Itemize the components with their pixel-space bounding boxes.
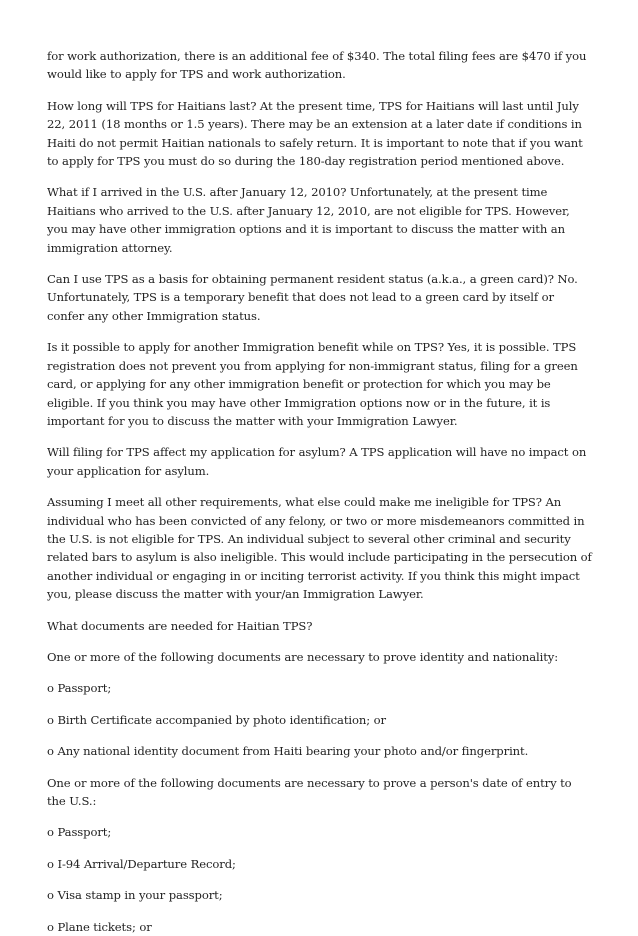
list-item-i94: o I-94 Arrival/Departure Record; (47, 856, 236, 871)
list-item-birth-certificate: o Birth Certificate accompanied by photo identification; or (47, 712, 386, 727)
paragraph-documents-heading: What documents are needed for Haitian TPS? (47, 618, 313, 633)
paragraph-fees: for work authorization, there is an additional fee of $340. The total filing fees are $470 if you would like to apply for TPS and work authorization. (47, 49, 587, 82)
paragraph-identity-docs-intro: One or more of the following documents are necessary to prove identity and nationality: (47, 649, 559, 664)
paragraph-other-benefits: Is it possible to apply for another Immigration benefit while on TPS? Yes, it is possible. TPS registration does not prevent you from applying for non-immigrant status, filing for a green card, or applying for any other immigration benefit or protection for which you may be eligible. If you think you may have other Immigration options now or in the future, it is important for you to discuss the matter with your Immigration Lawyer. (47, 340, 578, 428)
list-item-visa-stamp: o Visa stamp in your passport; (47, 888, 223, 903)
paragraph-ineligibility: Assuming I meet all other requirements, what else could make me ineligible for TPS? An individual who has been convicted of any felony, or two or more misdemeanors committed in the U.S. is not eligible for TPS. An individual subject to several other criminal and security related bars to asylum is also ineligible. This would include participating in the persecution of another individual or engaging in or inciting terrorist activity. If you think this might impact you, please discuss the matter with your/an Immigration Lawyer. (47, 495, 592, 602)
paragraph-arrival-date: What if I arrived in the U.S. after January 12, 2010? Unfortunately, at the present time Haitians who arrived to the U.S. after January 12, 2010, are not eligible for TPS. However, you may have other immigration options and it is important to discuss the matter with an immigration attorney. (47, 185, 570, 255)
list-item-national-id: o Any national identity document from Haiti bearing your photo and/or fingerprint. (47, 744, 529, 759)
list-item-plane-tickets: o Plane tickets; or (47, 919, 152, 934)
paragraph-tps-duration: How long will TPS for Haitians last? At the present time, TPS for Haitians will last until July 22, 2011 (18 months or 1.5 years). There may be an extension at a later date if conditions in Haiti do not permit Haitian nationals to safely return. It is important to note that if you want to apply for TPS you must do so during the 180-day registration period mentioned above. (47, 98, 583, 169)
list-item-entry-passport: o Passport; (47, 825, 112, 840)
paragraph-green-card: Can I use TPS as a basis for obtaining permanent resident status (a.k.a., a green card)? No. Unfortunately, TPS is a temporary benefit that does not lead to a green card by itself or confer any other Immigration status. (47, 272, 578, 323)
paragraph-entry-docs-intro: One or more of the following documents are necessary to prove a person's date of entry to the U.S.: (47, 775, 572, 808)
paragraph-asylum: Will filing for TPS affect my application for asylum? A TPS application will have no impact on your application for asylum. (47, 445, 587, 478)
list-item-passport: o Passport; (47, 681, 112, 696)
